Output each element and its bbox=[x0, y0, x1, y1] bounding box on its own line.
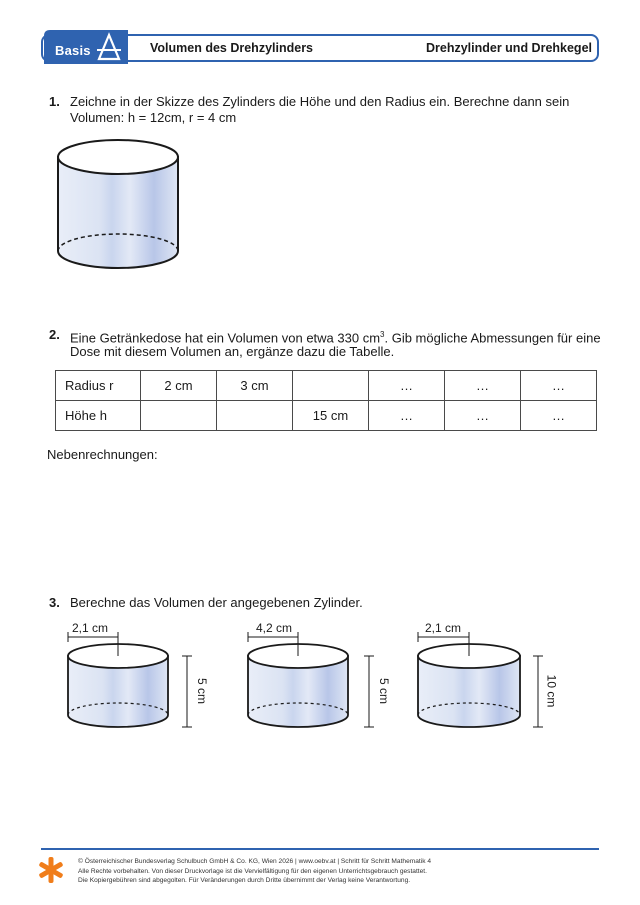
table-cell[interactable] bbox=[217, 401, 293, 431]
side-calculations-label: Nebenrechnungen: bbox=[47, 447, 158, 462]
footer-line-3: Die Kopiergebühren sind abgegolten. Für Veränderungen durch Dritte übernimmt der Verlag keine Verantwortung. bbox=[78, 877, 411, 884]
cylinder-b bbox=[236, 620, 386, 740]
table-cell[interactable]: … bbox=[369, 371, 445, 401]
table-cell[interactable] bbox=[293, 371, 369, 401]
cylinder-c bbox=[404, 620, 554, 740]
task-1-line-1: Zeichne in der Skizze des Zylinders die Höhe und den Radius ein. Berechne dann sein bbox=[70, 94, 570, 109]
cylinder-c-radius-label: 2,1 cm bbox=[425, 621, 462, 635]
task-1-number: 1. bbox=[49, 94, 60, 109]
table-cell[interactable]: 15 cm bbox=[293, 401, 369, 431]
footer-line-2: Alle Rechte vorbehalten. Von dieser Druckvorlage ist die Vervielfältigung für den eigenen Unterrichtsgebrauch gestattet. bbox=[78, 867, 427, 875]
task-2-number: 2. bbox=[49, 327, 60, 342]
task-2-line-1-pre: Eine Getränkedose hat ein Volumen von etwa 330 cm bbox=[70, 330, 381, 346]
cylinder-sketch-large bbox=[52, 130, 187, 290]
table-cell[interactable]: 2 cm bbox=[141, 371, 217, 401]
footer-line-1: © Österreichischer Bundesverlag Schulbuch GmbH & Co. KG, Wien 2026 | www.oebv.at | Schritt für Schritt Mathematik 4 bbox=[78, 858, 432, 865]
cylinder-b-radius-label: 4,2 cm bbox=[256, 621, 293, 635]
table-row-radius bbox=[56, 371, 597, 401]
footer-divider bbox=[41, 848, 599, 850]
task-1-line-2: Volumen: h = 12cm, r = 4 cm bbox=[70, 110, 237, 125]
table-cell[interactable]: … bbox=[521, 401, 597, 431]
task-2-line-1-post: . Gib mögliche Abmessungen für eine bbox=[384, 330, 601, 346]
table-cell[interactable]: … bbox=[369, 401, 445, 431]
task-2-line-2: Dose mit diesem Volumen an, ergänze dazu die Tabelle. bbox=[70, 344, 395, 359]
cubic-superscript: 3 bbox=[380, 330, 385, 339]
footer-copyright bbox=[78, 857, 431, 886]
cylinder-a-radius-label: 2,1 cm bbox=[72, 621, 109, 635]
page-title: Volumen des Drehzylinders bbox=[150, 41, 314, 55]
table-cell: Höhe h bbox=[56, 401, 141, 431]
page-topic: Drehzylinder und Drehkegel bbox=[425, 41, 592, 55]
logo-label: Basis bbox=[55, 43, 91, 58]
table-cell: Radius r bbox=[56, 371, 141, 401]
table-cell[interactable] bbox=[141, 401, 217, 431]
cylinder-c-height-label: 10 cm bbox=[544, 674, 559, 708]
table-cell[interactable]: … bbox=[445, 371, 521, 401]
task-3-text: Berechne das Volumen der angegebenen Zylinder. bbox=[70, 595, 363, 610]
cylinder-a bbox=[55, 620, 205, 740]
table-row-height bbox=[56, 401, 597, 431]
cylinder-b-height-label: 5 cm bbox=[377, 677, 392, 705]
table-cell[interactable]: 3 cm bbox=[217, 371, 293, 401]
task-3-number: 3. bbox=[49, 595, 60, 610]
cylinder-a-height-label: 5 cm bbox=[195, 677, 210, 705]
dimensions-table bbox=[55, 370, 597, 431]
publisher-logo-icon bbox=[38, 856, 64, 884]
table-cell[interactable]: … bbox=[445, 401, 521, 431]
table-cell[interactable]: … bbox=[521, 371, 597, 401]
